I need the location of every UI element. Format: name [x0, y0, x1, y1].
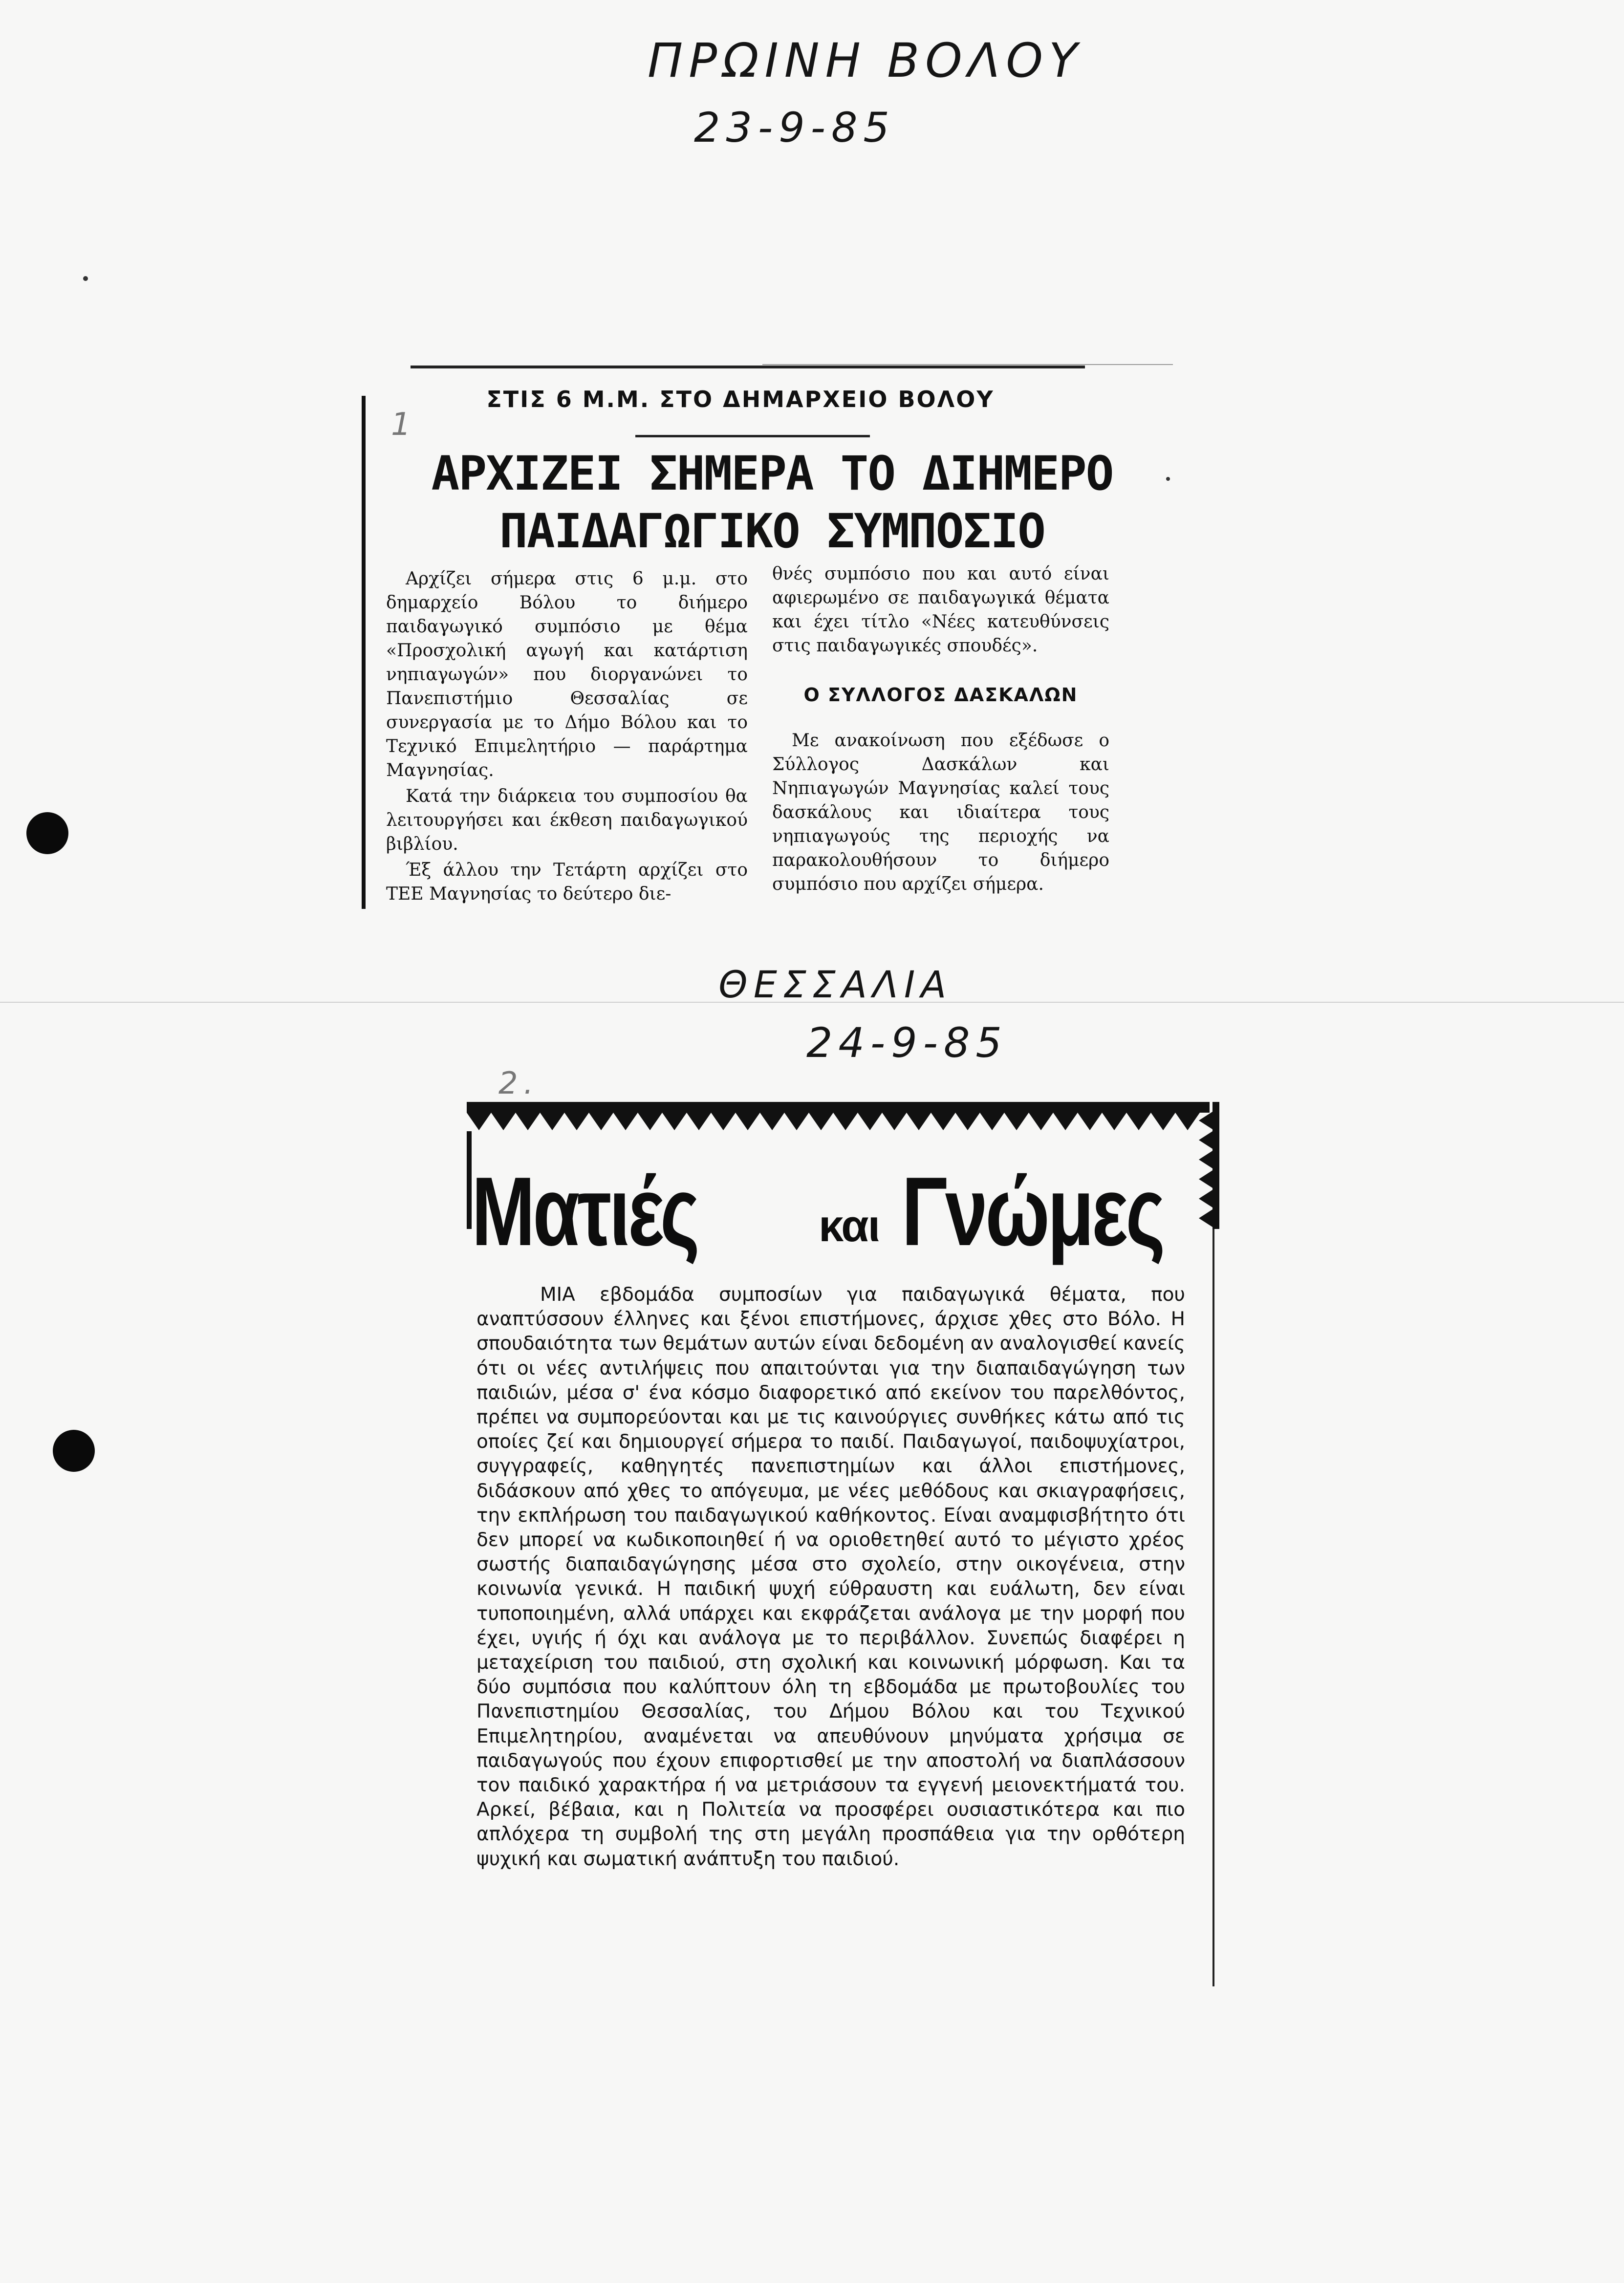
masthead-word-2: και	[819, 1201, 880, 1251]
subheading: Ο ΣΥΛΛΟΓΟΣ ΔΑΣΚΑΛΩΝ	[803, 684, 1078, 706]
handwritten-index-2: 2.	[498, 1065, 540, 1101]
article-column-2	[772, 562, 1109, 898]
binder-hole-top	[26, 812, 68, 854]
masthead-word-1: Ματιές	[472, 1157, 698, 1266]
paragraph: Με ανακοίνωση που εξέδωσε ο Σύλλογος Δασκάλων και Νηπιαγωγών Μαγνησίας καλεί τους δασκάλους και ιδιαίτερα τους νηπιαγωγούς της περιοχής να παρακολουθήσουν το διήμερο συμπόσιο που αρχίζει σήμερα.	[772, 731, 1109, 894]
handwritten-date-1: 23-9-85	[694, 104, 895, 151]
handwritten-source-2: ΘΕΣΣΑΛΙΑ	[718, 963, 953, 1006]
paragraph: Αρχίζει σήμερα στις 6 μ.μ. στο δημαρχείο Βόλου το διήμερο παιδαγωγικό συμπόσιο με θέμα «Προσχολική αγωγή και κατάρτιση νηπιαγωγών» που διοργανώνει το Πανεπιστήμιο Θεσσαλίας σε συνεργασία με το Δήμο Βόλου και το Τεχνικό Επιμελητήριο — παράρτημα Μαγνησίας.	[386, 569, 748, 780]
column-masthead	[472, 1156, 1185, 1273]
handwritten-date-2: 24-9-85	[806, 1019, 1008, 1067]
paragraph: ΜΙΑ εβδομάδα συμποσίων για παιδαγωγικά θέματα, που αναπτύσσουν έλληνες και ξένοι επιστήμονες, άρχισε χθες στο Βόλο. Η σπουδαιότητα των θεμάτων αυτών είναι δεδομένη αν αναλογισθεί κανείς ότι οι νέες αντιλήψεις που απαιτούνται για την διαπαιδαγώγηση των παιδιών, μέσα σ' ένα κόσμο διαφορετικό από εκείνον του παρελθόντος, πρέπει να συμπορεύονται και με τις καινούργιες συνθήκες κάτω από τις οποίες ζεί και δημιουργεί σήμερα το παιδί. Παιδαγωγοί, παιδοψυχίατροι, συγγραφείς, καθηγητές πανεπιστημίων και άλλοι επιστήμονες, διδάσκουν από χθες το απόγευμα, με νέες μεθόδους και σκιαγραφήσεις, την εκπλήρωση του παιδαγωγικού καθήκοντος. Είναι αναμφισβήτητο ότι δεν μπορεί να κωδικοποιηθεί ή να οριοθετηθεί αυτό το μέγιστο χρέος σωστής διαπαιδαγώγησης μέσα στο σχολείο, στην οικογένεια, στην κοινωνία γενικά. Η παιδική ψυχή εύθραυστη και ευάλωτη, δεν είναι τυποποιημένη, αλλά υπάρχει και εκφράζεται ανάλογα με την μορφή που έχει, υγιής ή όχι και ανάλογα με το περιβάλλον. Συνεπώς διαφέρει η μεταχείριση του παιδιού, στη σχολική και κοινωνική μόρφωση. Και τα δύο συμπόσια που καλύπτουν όλη τη εβδομάδα με πρωτοβουλίες του Πανεπιστημίου Θεσσαλίας, του Δήμου Βόλου και του Τεχνικού Επιμελητηρίου, αναμένεται να απευθύνουν μηνύματα χρήσιμα σε παιδαγωγούς που έχουν επιφορτισθεί με την αποστολή να διαπλάσσουν τον παιδικό χαρακτήρα ή να μετριάσουν τα εγγενή μειονεκτήματά του. Αρκεί, βέβαια, και η Πολιτεία να προσφέρει ουσιαστικότερα και πιο απλόχερα τη συμβολή της στη μεγάλη προσπάθεια για την ορθότερη ψυχική και σωματική ανάπτυξη του παιδιού.	[476, 1284, 1185, 1870]
headline	[391, 445, 1153, 560]
decorative-side-border	[1190, 1102, 1219, 1229]
headline-line-2: ΠΑΙΔΑΓΩΓΙΚΟ ΣΥΜΠΟΣΙΟ	[499, 504, 1045, 559]
clipping-proini-volou	[362, 386, 1192, 914]
handwritten-index-1: 1	[391, 407, 417, 443]
clipping-thessalia	[467, 1102, 1219, 2006]
kicker-rule	[635, 435, 870, 437]
clipping-top-rule	[411, 366, 1085, 368]
paragraph: Έξ άλλου την Τετάρτη αρχίζει στο ΤΕΕ Μαγνησίας το δεύτερο διε-	[386, 860, 748, 904]
decorative-left-border	[467, 1102, 472, 2006]
masthead-word-3: Γνώμες	[902, 1157, 1163, 1266]
speck	[83, 276, 88, 281]
clipping-left-rule	[362, 396, 366, 909]
fold-line-left	[762, 364, 1173, 365]
handwritten-source-1: ΠΡΩΙΝΗ ΒΟΛΟΥ	[648, 33, 1083, 88]
clipping-right-rule	[1213, 1229, 1214, 1986]
paragraph: Κατά την διάρκεια του συμποσίου θα λειτουργήσει και έκθεση παιδαγωγικού βιβλίου.	[386, 786, 748, 854]
editorial-body	[476, 1283, 1185, 1872]
headline-line-1: ΑΡΧΙΖΕΙ ΣΗΜΕΡΑ ΤΟ ΔΙΗΜΕΡΟ	[431, 446, 1113, 501]
binder-hole-bottom	[53, 1430, 95, 1472]
paragraph: θνές συμπόσιο που και αυτό είναι αφιερωμένο σε παιδαγωγικά θέματα και έχει τίτλο «Νέες κατευθύνσεις στις παιδαγωγικές σπουδές».	[772, 564, 1109, 656]
decorative-zigzag-border	[467, 1102, 1210, 1136]
article-column-1	[386, 567, 748, 908]
kicker: ΣΤΙΣ 6 Μ.Μ. ΣΤΟ ΔΗΜΑΡΧΕΙΟ ΒΟΛΟΥ	[486, 386, 995, 412]
